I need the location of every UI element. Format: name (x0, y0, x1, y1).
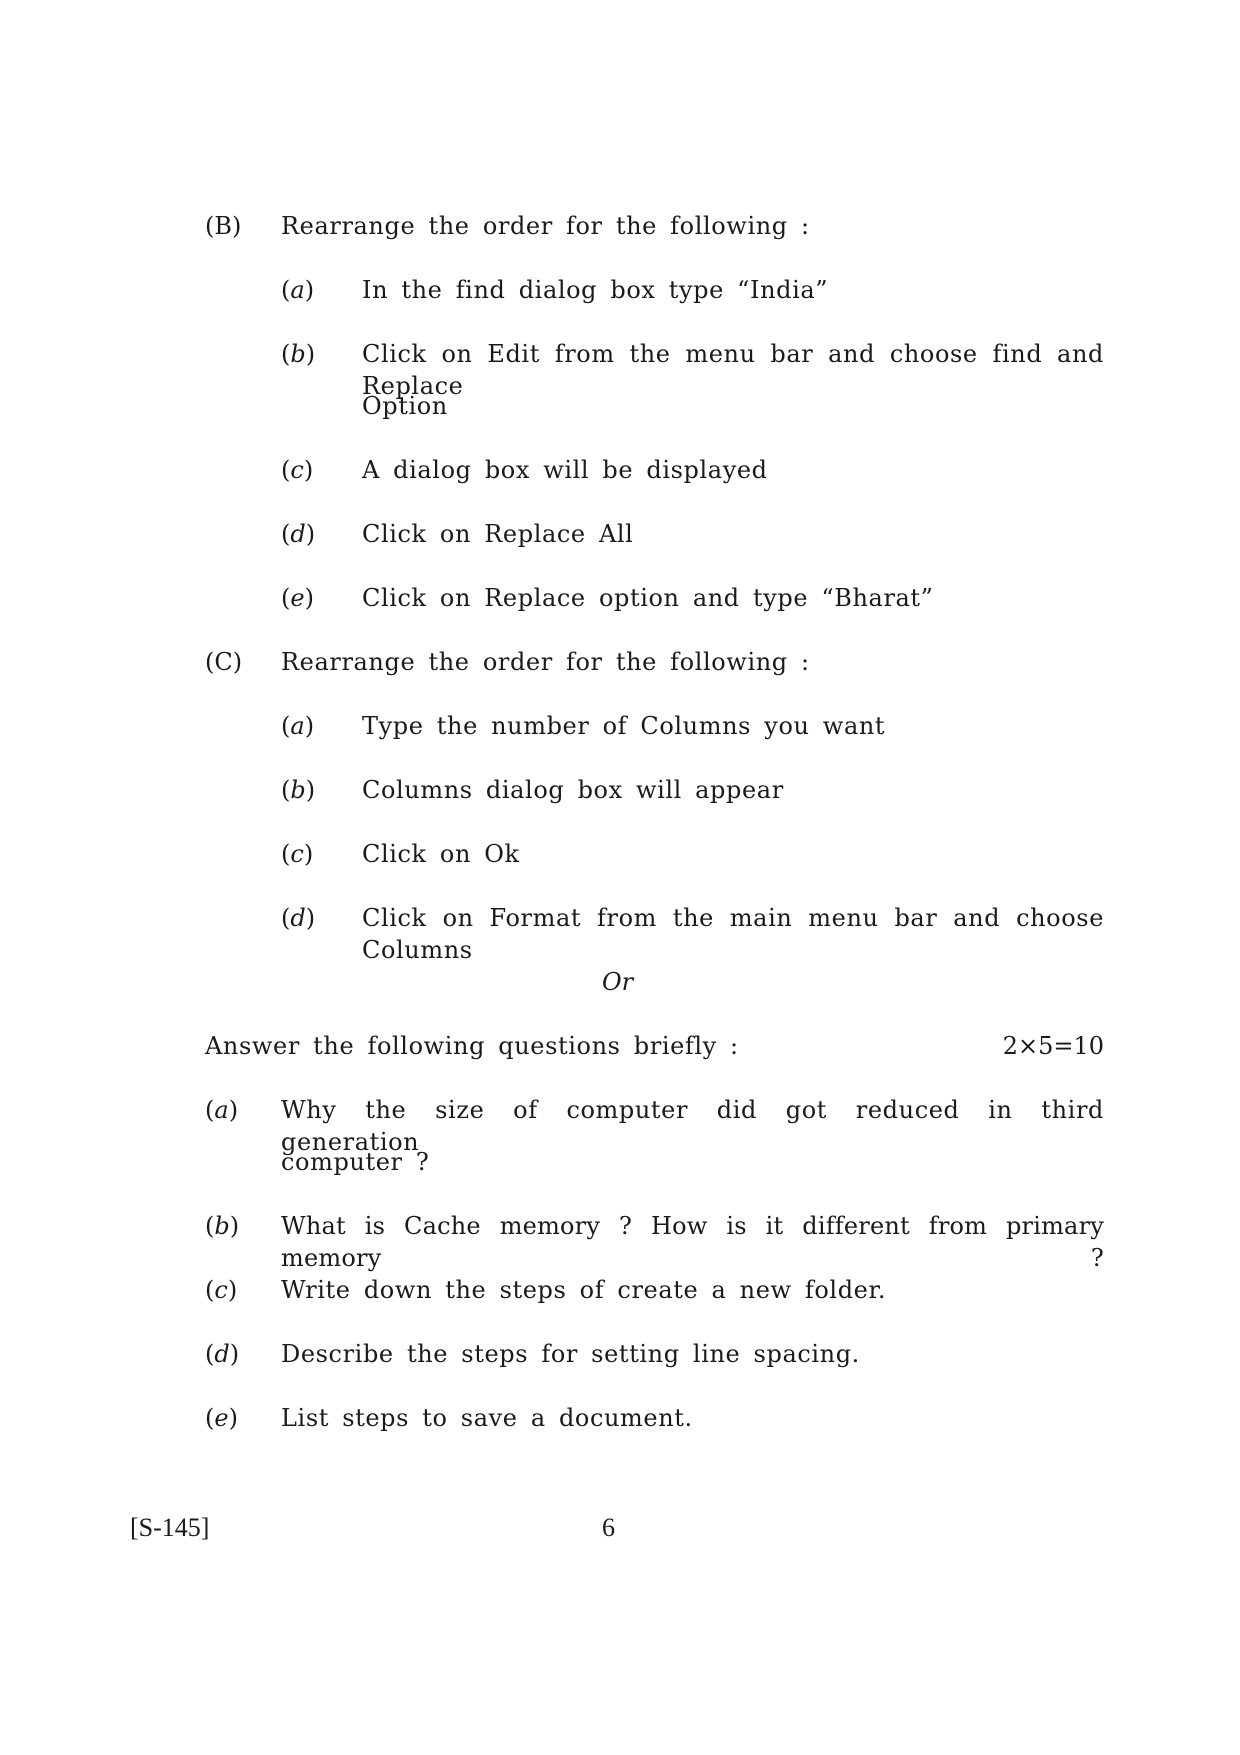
brief-heading: Answer the following questions briefly : (205, 1032, 739, 1060)
paper-code: [S-145] (130, 1513, 210, 1542)
section-b-label: (B) (205, 212, 242, 240)
section-c-label: (C) (205, 648, 243, 676)
item-label: (a) (205, 1096, 239, 1124)
section-b-heading: Rearrange the order for the following : (281, 212, 810, 240)
brief-question-a: Why the size of computer did got reduced in third generation (281, 1096, 1104, 1156)
item-label: (e) (281, 584, 314, 612)
brief-question-c: Write down the steps of create a new folder. (281, 1276, 887, 1304)
brief-question-d: Describe the steps for setting line spacing. (281, 1340, 860, 1368)
item-label: (b) (205, 1212, 240, 1240)
or-divider: Or (602, 968, 634, 996)
item-label: (e) (205, 1404, 238, 1432)
section-c-item-d: Click on Format from the main menu bar and choose Columns (362, 904, 1104, 964)
section-c-item-a: Type the number of Columns you want (362, 712, 886, 740)
item-label: (b) (281, 776, 316, 804)
brief-question-a-continuation: computer ? (281, 1148, 430, 1176)
item-label: (c) (205, 1276, 238, 1304)
marks-allocation: 2×5=10 (1002, 1032, 1104, 1060)
item-label: (d) (281, 904, 316, 932)
page-number: 6 (602, 1513, 615, 1542)
item-label: (d) (281, 520, 316, 548)
item-label: (a) (281, 712, 315, 740)
section-b-item-b: Click on Edit from the menu bar and choose find and Replace (362, 340, 1104, 400)
section-b-item-b-continuation: Option (362, 392, 448, 420)
section-c-item-b: Columns dialog box will appear (362, 776, 784, 804)
item-label: (c) (281, 456, 314, 484)
brief-question-b: What is Cache memory ? How is it different from primary memory ? (281, 1212, 1104, 1272)
brief-question-e: List steps to save a document. (281, 1404, 693, 1432)
item-label: (d) (205, 1340, 240, 1368)
item-label: (c) (281, 840, 314, 868)
section-c-heading: Rearrange the order for the following : (281, 648, 810, 676)
section-b-item-c: A dialog box will be displayed (362, 456, 768, 484)
section-b-item-e: Click on Replace option and type “Bharat” (362, 584, 934, 612)
section-b-item-a: In the find dialog box type “India” (362, 276, 829, 304)
section-c-item-c: Click on Ok (362, 840, 520, 868)
item-label: (b) (281, 340, 316, 368)
item-label: (a) (281, 276, 315, 304)
section-b-item-d: Click on Replace All (362, 520, 634, 548)
